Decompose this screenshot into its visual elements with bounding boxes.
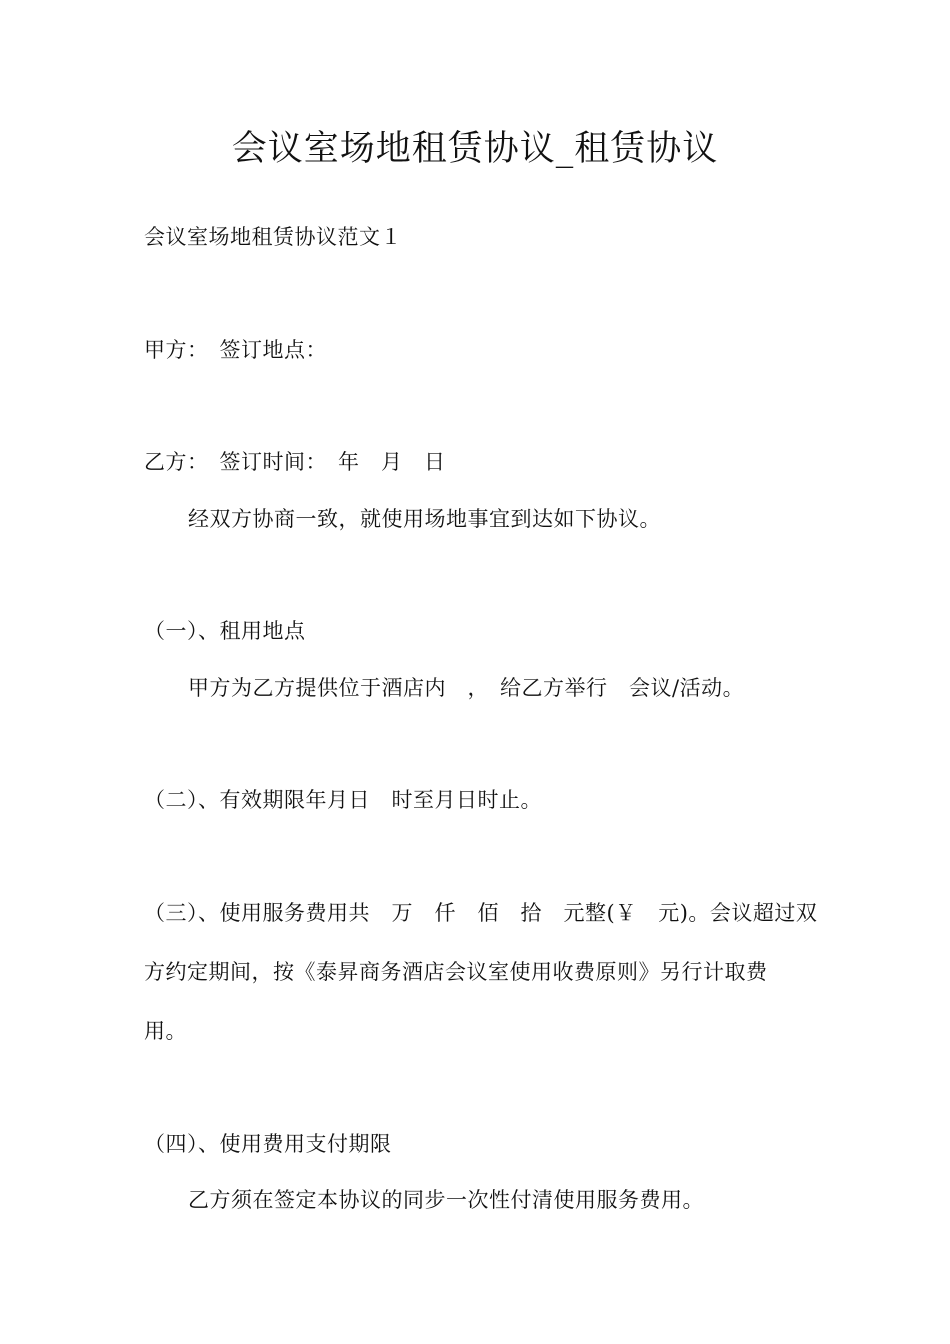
section-3-line-3: 用。 [144,1019,187,1043]
document-title: 会议室场地租赁协议_租赁协议 [231,129,719,169]
section-3-line-1: （三）、使用服务费用共 万 仟 佰 拾 元整(￥ 元)。会议超过双 [144,901,818,925]
section-1-heading: （一）、租用地点 [144,619,306,643]
intro-paragraph: 经双方协商一致，就使用场地事宜到达如下协议。 [188,507,661,531]
section-3-line-2: 方约定期间，按《泰昇商务酒店会议室使用收费原则》另行计取费 [144,960,768,984]
party-a-line: 甲方： 签订地点： [144,338,327,362]
document-subtitle: 会议室场地租赁协议范文１ [144,225,402,249]
party-b-line: 乙方： 签订时间： 年 月 日 [144,450,446,474]
section-2-heading: （二）、有效期限年月日 时至月日时止。 [144,788,542,812]
section-4-heading: （四）、使用费用支付期限 [144,1132,392,1156]
section-1-body: 甲方为乙方提供位于酒店内 ， 给乙方举行 会议/活动。 [188,676,745,700]
section-4-body: 乙方须在签定本协议的同步一次性付清使用服务费用。 [188,1188,704,1212]
